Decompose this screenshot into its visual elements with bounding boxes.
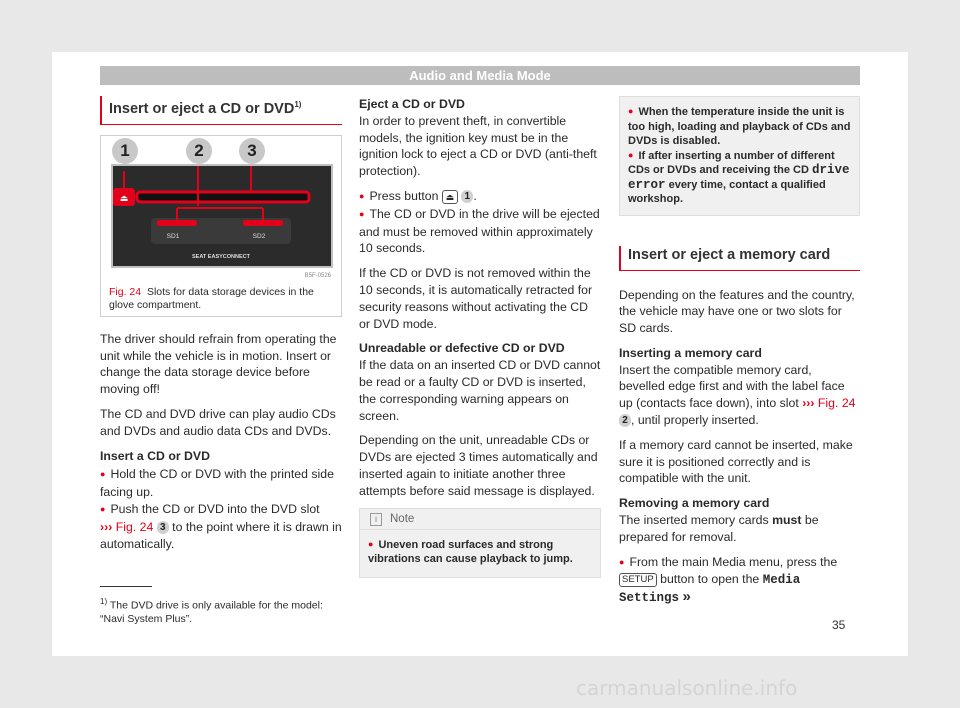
callout-2: 2 [186,138,212,164]
note-text [360,530,600,577]
column-middle [359,96,601,578]
callout-ref-1: 1 [461,190,473,203]
panel-face [113,166,331,266]
compat-paragraph: If a memory card cannot be inserted, make sure it is positioned correctly and is compatible with the unit. [619,437,853,486]
sd2-slot [243,220,283,226]
title-text: Insert or eject a CD or DVD [109,100,295,117]
continue-arrow: » [682,588,691,606]
subhead-removing: Removing a memory card [619,496,770,511]
caption-text: Slots for data storage devices in the glove compartment. [109,285,314,311]
inserting-text: Insert the compatible memory card, bevelled edge first and with the label face up (contacts face down), into slot [619,362,845,411]
bullet-setup [619,554,860,607]
attempts-paragraph: Depending on the unit, unreadable CDs or DVDs are ejected 3 times automatically and inserted again to initiate another three attempts before said message is displayed. [359,433,598,498]
bullet-push [100,501,342,552]
bullet-text: From the main Media menu, press the [629,554,838,569]
glove-compartment-illustration [101,136,341,281]
eject-icon: ⏏ [119,192,129,203]
footnote [100,595,342,626]
caution-item-drive-error [628,149,851,207]
callout-3: 3 [239,138,265,164]
column-right [619,96,860,607]
subhead-insert: Insert a CD or DVD [100,448,211,463]
footnote-rule [100,586,152,587]
bullet-text-end: to the point where it is drawn in automatically. [100,519,342,551]
removing-text-end: be prepared for removal. [619,513,819,544]
note-header [360,509,600,530]
caution-item-temperature [628,105,851,149]
unreadable-paragraph: If the data on an inserted CD or DVD cannot be read or a faulty CD or DVD is inserted, the corresponding warning appears on screen. [359,358,601,423]
figure-24 [100,135,342,317]
column-left [100,96,342,552]
figure-ref: Fig. 24 [109,285,142,298]
bullet-text: The CD or DVD in the drive will be ejected and must be removed within approximately 10 seconds. [359,206,600,256]
subhead-eject: Eject a CD or DVD [359,97,465,111]
bullet-text-mid: button to open the [660,572,760,587]
caution-text: If after inserting a number of different CDs or DVDs and receiving the CD [628,149,835,176]
emphasis-must: must [772,513,802,528]
image-code: B5F-0526 [304,272,331,279]
error-code: drive error [628,163,850,192]
bullet-text: Hold the CD or DVD with the printed side facing up. [100,467,334,500]
setup-key: SETUP [619,573,657,587]
info-icon: i [370,513,382,526]
intro-paragraph: The driver should refrain from operating the unit while the vehicle is in motion. Insert or change the data storage device before moving off! [100,331,337,397]
section-title-cd-dvd [100,96,342,125]
callout-1: 1 [112,138,138,164]
subhead-inserting: Inserting a memory card [619,345,762,360]
caution-text-end: every time, contact a qualified workshop. [628,178,826,205]
bullet-text: Push the CD or DVD into the DVD slot [110,502,320,516]
note-body-text: Uneven road surfaces and strong vibrations can cause playback to jump. [368,538,573,566]
bullet-hold [100,466,342,501]
figure-link[interactable]: Fig. 24 [817,396,856,411]
bullet-text: Press button [369,188,439,203]
footnote-mark: 1) [100,597,108,606]
removing-text: The inserted memory cards [619,513,769,528]
bullet-press [359,188,601,206]
section-header: Audio and Media Mode [100,66,860,85]
ref-arrow: ››› [802,396,815,411]
watermark: carmanualsonline.info [576,676,798,700]
retract-paragraph: If the CD or DVD is not removed within the 10 seconds, it is automatically retracted for security reasons without activating the CD or DVD mode. [359,266,593,331]
note-box [359,508,601,578]
caution-box [619,96,860,216]
callout-ref-3: 3 [157,521,169,534]
inserting-text-end: , until properly inserted. [631,413,759,428]
ref-arrow: ››› [100,519,113,534]
note-label: Note [390,512,415,525]
removing-paragraph [619,512,860,546]
callout-ref-2: 2 [619,414,631,427]
caution-text: When the temperature inside the unit is too high, loading and playback of CDs and DVDs is disabled. [628,106,851,147]
subhead-unreadable: Unreadable or defective CD or DVD [359,341,565,356]
sd1-slot [157,220,197,226]
bullet-period: . [473,188,477,203]
inserting-paragraph [619,362,860,429]
dvd-slot [137,192,309,202]
page-number: 35 [832,618,846,632]
footnote-marker: 1) [294,100,302,109]
figure-link[interactable]: Fig. 24 [115,519,154,534]
slots-paragraph: Depending on the features and the country, the vehicle may have one or two slots for SD cards. [619,287,855,336]
bullet-ejected [359,206,601,257]
menu-name: Media Settings [619,573,801,606]
brand-label: SEAT EASYCONNECT [192,253,250,260]
section-title-memory-card: Insert or eject a memory card [619,246,860,271]
figure-caption [109,286,337,312]
sd2-label: SD2 [252,232,266,240]
eject-icon: ⏏ [442,190,458,204]
drive-paragraph: The CD and DVD drive can play audio CDs and DVDs and audio data CDs and DVDs. [100,407,336,438]
eject-paragraph: In order to prevent theft, in convertible models, the ignition key must be in the ignition lock to eject a CD or DVD (anti-theft protection). [359,113,597,179]
slot-diagram-svg [101,136,341,281]
sd1-label: SD1 [166,232,180,240]
footnote-text: The DVD drive is only available for the model: “Navi System Plus”. [100,599,323,625]
